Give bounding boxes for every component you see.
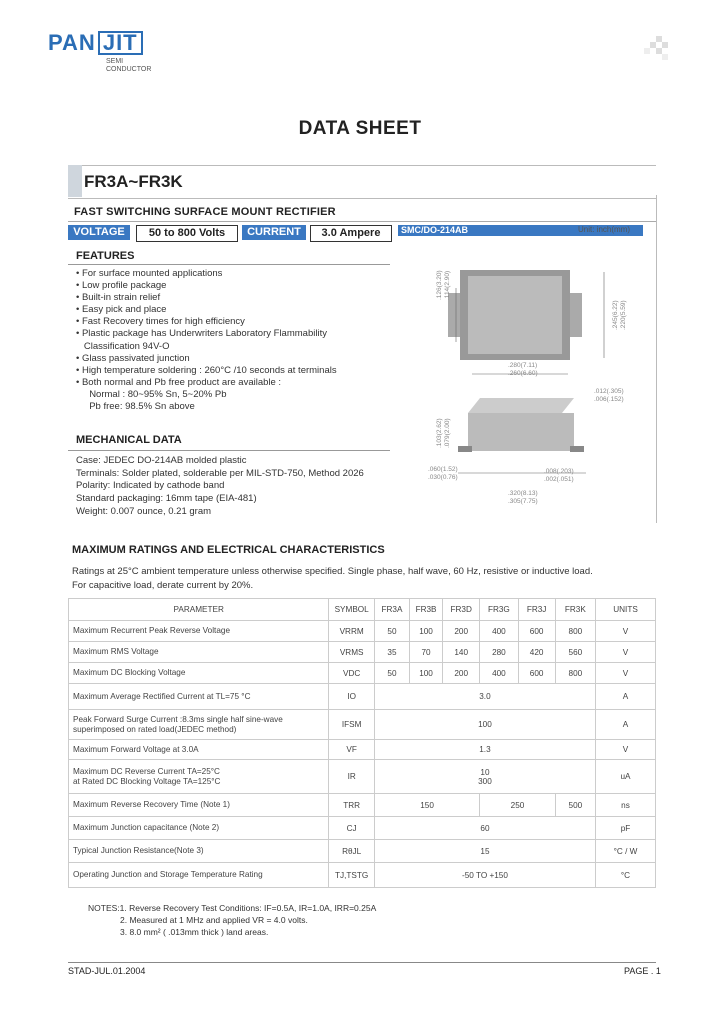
param-line2: superimposed on rated load(JEDEC method)	[73, 724, 237, 734]
ratings-note	[72, 565, 593, 593]
table-row	[69, 794, 656, 817]
table-row	[69, 863, 656, 888]
features-heading: FEATURES	[76, 250, 135, 262]
unit-cell: ns	[596, 794, 656, 817]
current-label: CURRENT	[242, 225, 306, 240]
dim-label: .012(.305)	[594, 388, 624, 395]
note-line: NOTES:1. Reverse Recovery Test Conditions: IF=0.5A, IR=1.0A, IRR=0.25A	[88, 903, 377, 913]
dim-label: .220(5.59)	[620, 300, 627, 330]
symbol-cell: TJ,TSTG	[329, 863, 374, 888]
mechanical-heading: MECHANICAL DATA	[76, 434, 182, 446]
dim-label: .006(.152)	[594, 396, 624, 403]
dim-label: .079(2.00)	[444, 418, 451, 448]
value-cell: 3.0	[374, 684, 595, 710]
logo-sub-line1: SEMI	[106, 58, 124, 65]
value-cell: 100	[374, 710, 595, 740]
symbol-cell: CJ	[329, 817, 374, 840]
dim-label: .030(0.76)	[428, 474, 458, 481]
unit-cell: A	[596, 684, 656, 710]
header-cell: UNITS	[596, 599, 656, 621]
param-cell	[69, 760, 329, 794]
value-cell: 400	[480, 663, 518, 684]
param-cell: Maximum RMS Voltage	[69, 642, 329, 663]
param-cell	[69, 710, 329, 740]
unit-cell: uA	[596, 760, 656, 794]
param-cell: Maximum Recurrent Peak Reverse Voltage	[69, 621, 329, 642]
value-cell: 420	[518, 642, 555, 663]
table-row	[69, 663, 656, 684]
symbol-cell: VDC	[329, 663, 374, 684]
dim-label: .280(7.11)	[508, 362, 538, 369]
value-cell: 280	[480, 642, 518, 663]
symbol-cell: VRMS	[329, 642, 374, 663]
mechanical-rule	[68, 450, 390, 451]
package-name: SMC/DO-214AB	[398, 225, 643, 236]
value-cell: 50	[374, 621, 409, 642]
table-row	[69, 760, 656, 794]
value-cell: 560	[555, 642, 595, 663]
param-cell: Maximum DC Blocking Voltage	[69, 663, 329, 684]
param-cell: Maximum Junction capacitance (Note 2)	[69, 817, 329, 840]
dim-label: .114(2.90)	[444, 270, 451, 300]
param-line1: Peak Forward Surge Current :8.3ms single half sine-wave	[73, 714, 283, 724]
param-line2: at Rated DC Blocking Voltage TA=125°C	[73, 776, 221, 786]
mechanical-item: Standard packaging: 16mm tape (EIA-481)	[76, 493, 257, 505]
package-unit: Unit: inch(mm)	[578, 225, 631, 234]
table-row	[69, 710, 656, 740]
current-value: 3.0 Ampere	[310, 225, 392, 242]
symbol-cell: RθJL	[329, 840, 374, 863]
mechanical-item: Polarity: Indicated by cathode band	[76, 480, 225, 492]
value-cell: 100	[410, 621, 443, 642]
ratings-table	[68, 598, 656, 888]
symbol-cell: TRR	[329, 794, 374, 817]
features-rule	[68, 264, 390, 265]
param-cell: Typical Junction Resistance(Note 3)	[69, 840, 329, 863]
unit-cell: A	[596, 710, 656, 740]
voltage-label: VOLTAGE	[68, 225, 130, 240]
logo-sub-line2: CONDUCTOR	[106, 66, 152, 73]
dim-label: .103(2.62)	[436, 418, 443, 448]
table-row	[69, 621, 656, 642]
value-cell: 600	[518, 621, 555, 642]
feature-item: • Glass passivated junction	[76, 352, 190, 364]
table-row	[69, 642, 656, 663]
features-list	[76, 268, 394, 413]
value-cell: 200	[443, 621, 480, 642]
table-row	[69, 817, 656, 840]
ratings-note-line1: Ratings at 25°C ambient temperature unless otherwise specified. Single phase, half wave, 60 Hz, resistive or inductive load.	[72, 566, 593, 577]
param-line1: Maximum DC Reverse Current TA=25°C	[73, 766, 220, 776]
page-title: DATA SHEET	[298, 118, 422, 139]
header-cell: FR3K	[555, 599, 595, 621]
part-number-tab	[68, 165, 82, 197]
value-cell: 800	[555, 621, 595, 642]
value-cell: -50 TO +150	[374, 863, 595, 888]
value-line2: 300	[478, 776, 492, 786]
logo-jit-text: JIT	[98, 31, 143, 55]
value-cell: 50	[374, 663, 409, 684]
table-row	[69, 740, 656, 760]
feature-item: • Fast Recovery times for high efficiency	[76, 316, 245, 328]
value-cell	[374, 760, 595, 794]
table-header-row	[69, 599, 656, 621]
value-line1: 10	[480, 767, 490, 777]
note-line: 3. 8.0 mm² ( .013mm thick ) land areas.	[120, 927, 269, 937]
value-cell: 800	[555, 663, 595, 684]
header-cell: FR3B	[410, 599, 443, 621]
symbol-cell: IFSM	[329, 710, 374, 740]
dim-label: .060(1.52)	[428, 466, 458, 473]
footer-date: STAD-JUL.01.2004	[68, 966, 146, 976]
feature-item: • Both normal and Pb free product are available :	[76, 376, 282, 388]
subtitle-rule	[68, 221, 656, 222]
header-cell: FR3J	[518, 599, 555, 621]
unit-cell: pF	[596, 817, 656, 840]
value-cell: 70	[410, 642, 443, 663]
dim-label: .002(.051)	[544, 476, 574, 483]
feature-item: • High temperature soldering : 260°C /10 seconds at terminals	[76, 364, 337, 376]
feature-item: Normal : 80~95% Sn, 5~20% Pb	[76, 388, 227, 400]
unit-cell: V	[596, 642, 656, 663]
unit-cell: V	[596, 740, 656, 760]
value-cell: 600	[518, 663, 555, 684]
right-rule	[656, 195, 657, 523]
value-cell: 140	[443, 642, 480, 663]
param-cell: Operating Junction and Storage Temperature Rating	[69, 863, 329, 888]
header-cell: FR3A	[374, 599, 409, 621]
header-cell: SYMBOL	[329, 599, 374, 621]
unit-cell: V	[596, 663, 656, 684]
unit-cell: °C / W	[596, 840, 656, 863]
unit-cell: V	[596, 621, 656, 642]
mechanical-item: Case: JEDEC DO-214AB molded plastic	[76, 455, 247, 466]
value-cell: 35	[374, 642, 409, 663]
value-cell: 400	[480, 621, 518, 642]
part-number: FR3A~FR3K	[84, 172, 183, 191]
dim-label: .126(3.20)	[436, 270, 443, 300]
header-cell: FR3D	[443, 599, 480, 621]
feature-item: • Low profile package	[76, 280, 167, 292]
mechanical-list	[76, 455, 394, 519]
value-cell: 200	[443, 663, 480, 684]
mechanical-item: Terminals: Solder plated, solderable per MIL-STD-750, Method 2026	[76, 467, 364, 479]
voltage-value: 50 to 800 Volts	[136, 225, 238, 242]
value-cell: 250	[480, 794, 555, 817]
table-row	[69, 840, 656, 863]
table-row	[69, 684, 656, 710]
dim-label: .305(7.75)	[508, 498, 538, 505]
symbol-cell: VRRM	[329, 621, 374, 642]
feature-item: • Plastic package has Underwriters Laboratory Flammability	[76, 328, 327, 340]
param-cell: Maximum Forward Voltage at 3.0A	[69, 740, 329, 760]
value-cell: 500	[555, 794, 595, 817]
dim-label: .008(.203)	[544, 468, 574, 475]
value-cell: 60	[374, 817, 595, 840]
header-cell: PARAMETER	[69, 599, 329, 621]
param-cell: Maximum Average Rectified Current at TL=75 °C	[69, 684, 329, 710]
logo-pan-text: PAN	[48, 30, 96, 55]
product-subtitle: FAST SWITCHING SURFACE MOUNT RECTIFIER	[74, 206, 336, 218]
value-cell: 150	[374, 794, 479, 817]
symbol-cell: IO	[329, 684, 374, 710]
max-ratings-heading: MAXIMUM RATINGS AND ELECTRICAL CHARACTERISTICS	[72, 544, 385, 556]
corner-decoration-icon	[642, 36, 670, 64]
mechanical-item: Weight: 0.007 ounce, 0.21 gram	[76, 505, 212, 517]
feature-item: Classification 94V-O	[76, 340, 170, 352]
feature-item: • For surface mounted applications	[76, 268, 223, 279]
symbol-cell: VF	[329, 740, 374, 760]
param-cell: Maximum Reverse Recovery Time (Note 1)	[69, 794, 329, 817]
logo-subtext	[106, 58, 151, 74]
symbol-cell: IR	[329, 760, 374, 794]
dim-label: .320(8.13)	[508, 490, 538, 497]
note-line: 2. Measured at 1 MHz and applied VR = 4.0 volts.	[120, 915, 308, 925]
footer-rule	[68, 962, 656, 963]
unit-cell: °C	[596, 863, 656, 888]
feature-item: Pb free: 98.5% Sn above	[76, 401, 195, 413]
value-cell: 15	[374, 840, 595, 863]
footer-page: PAGE . 1	[624, 966, 661, 976]
value-cell: 1.3	[374, 740, 595, 760]
value-cell: 100	[410, 663, 443, 684]
brand-logo	[48, 30, 143, 56]
ratings-note-line2: For capacitive load, derate current by 20%.	[72, 580, 254, 591]
header-cell: FR3G	[480, 599, 518, 621]
feature-item: • Easy pick and place	[76, 304, 167, 316]
dim-label: .260(6.60)	[508, 370, 538, 377]
feature-item: • Built-in strain relief	[76, 292, 161, 304]
dim-label: .245(6.22)	[612, 300, 619, 330]
notes	[88, 902, 376, 938]
